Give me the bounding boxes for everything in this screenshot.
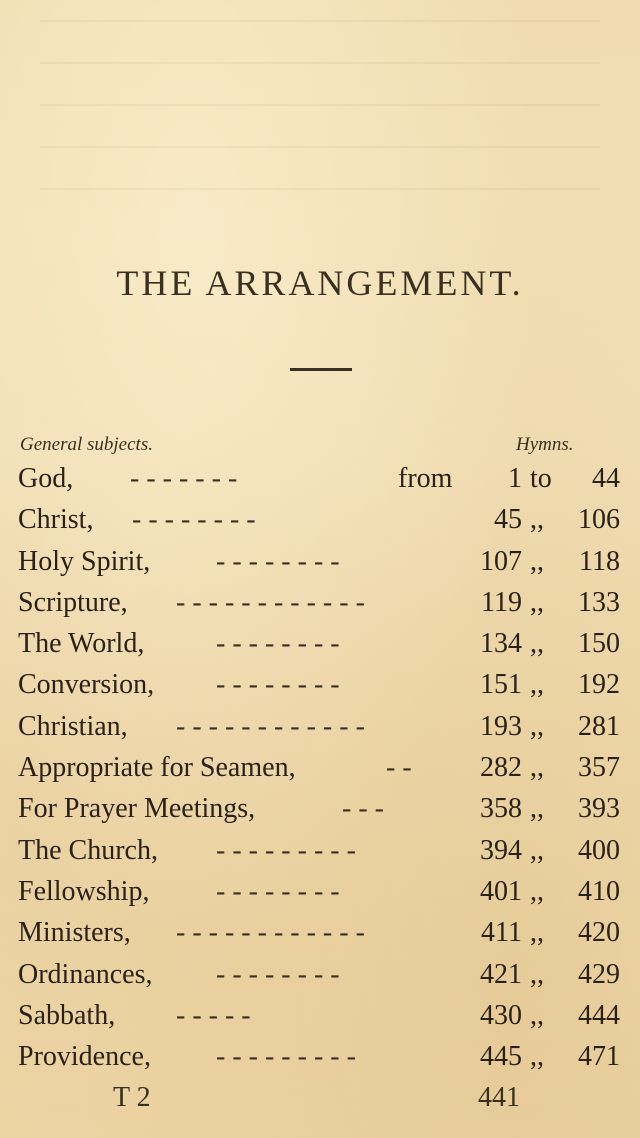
row-start-hymn: 107 — [480, 545, 522, 577]
arrangement-table — [0, 458, 640, 1077]
row-from-word: from — [398, 463, 453, 494]
page-number: 441 — [478, 1082, 520, 1113]
row-leader-dashes: - - - - - - - - — [216, 875, 340, 907]
row-subject-label: Christ, — [18, 504, 94, 536]
row-start-hymn: 45 — [494, 504, 522, 536]
row-leader-dashes: - - - - - - - - — [216, 545, 340, 577]
signature-mark: T 2 — [113, 1082, 151, 1113]
table-row — [0, 954, 640, 995]
row-end-hymn: 444 — [578, 999, 620, 1031]
row-leader-dashes: - - - - - - - - - — [216, 834, 356, 866]
title-rule — [290, 368, 352, 371]
row-start-hymn: 411 — [481, 917, 522, 949]
row-subject-label: For Prayer Meetings, — [18, 793, 256, 825]
table-row — [0, 788, 640, 829]
row-end-hymn: 281 — [578, 710, 620, 742]
row-range-separator: ,, — [530, 793, 544, 825]
row-end-hymn: 429 — [578, 958, 620, 990]
table-row — [0, 747, 640, 788]
row-leader-dashes: - - — [386, 752, 412, 784]
row-subject-label: Ministers, — [18, 917, 131, 949]
table-row — [0, 1036, 640, 1077]
row-range-separator: ,, — [530, 999, 544, 1031]
row-leader-dashes: - - - — [342, 793, 384, 825]
table-row — [0, 582, 640, 623]
row-subject-label: God, — [18, 463, 74, 494]
row-start-hymn: 430 — [480, 999, 522, 1031]
table-row — [0, 499, 640, 540]
table-row — [0, 830, 640, 871]
row-range-separator: ,, — [530, 917, 544, 949]
row-range-separator: ,, — [530, 710, 544, 742]
row-subject-label: Appropriate for Seamen, — [18, 752, 296, 784]
row-end-hymn: 400 — [578, 834, 620, 866]
row-start-hymn: 193 — [480, 710, 522, 742]
table-row — [0, 664, 640, 705]
row-range-separator: ,, — [530, 669, 544, 701]
row-start-hymn: 445 — [480, 1041, 522, 1073]
row-end-hymn: 44 — [592, 463, 620, 494]
row-leader-dashes: - - - - - - - — [130, 463, 238, 494]
table-row — [0, 912, 640, 953]
row-start-hymn: 394 — [480, 834, 522, 866]
row-leader-dashes: - - - - - - - - — [216, 628, 340, 660]
row-leader-dashes: - - - - - - - - — [132, 504, 256, 536]
row-leader-dashes: - - - - - - - - — [216, 958, 340, 990]
row-start-hymn: 401 — [480, 875, 522, 907]
row-subject-label: The Church, — [18, 834, 158, 866]
row-start-hymn: 119 — [481, 586, 522, 618]
row-subject-label: Scripture, — [18, 586, 128, 618]
row-start-hymn: 421 — [480, 958, 522, 990]
row-subject-label: Sabbath, — [18, 999, 116, 1031]
row-range-separator: ,, — [530, 1041, 544, 1073]
row-end-hymn: 357 — [578, 752, 620, 784]
row-end-hymn: 133 — [578, 586, 620, 618]
row-range-separator: ,, — [530, 545, 544, 577]
row-start-hymn: 282 — [480, 752, 522, 784]
row-end-hymn: 106 — [578, 504, 620, 536]
row-range-separator: to — [530, 463, 552, 494]
table-row — [0, 706, 640, 747]
row-range-separator: ,, — [530, 586, 544, 618]
row-range-separator: ,, — [530, 752, 544, 784]
row-end-hymn: 471 — [578, 1041, 620, 1073]
row-start-hymn: 1 — [508, 463, 522, 494]
row-end-hymn: 150 — [578, 628, 620, 660]
row-subject-label: Fellowship, — [18, 875, 150, 907]
row-leader-dashes: - - - - - - - - - - - - — [176, 710, 365, 742]
table-row — [0, 458, 640, 499]
table-row — [0, 871, 640, 912]
row-subject-label: Conversion, — [18, 669, 155, 701]
row-end-hymn: 192 — [578, 669, 620, 701]
column-header-hymns: Hymns. — [516, 434, 574, 455]
row-subject-label: The World, — [18, 628, 145, 660]
row-leader-dashes: - - - - - — [176, 999, 251, 1031]
row-start-hymn: 134 — [480, 628, 522, 660]
row-range-separator: ,, — [530, 504, 544, 536]
row-end-hymn: 410 — [578, 875, 620, 907]
row-leader-dashes: - - - - - - - - - — [216, 1041, 356, 1073]
row-range-separator: ,, — [530, 834, 544, 866]
row-range-separator: ,, — [530, 875, 544, 907]
table-row — [0, 995, 640, 1036]
row-subject-label: Providence, — [18, 1041, 151, 1073]
row-end-hymn: 420 — [578, 917, 620, 949]
row-range-separator: ,, — [530, 958, 544, 990]
table-row — [0, 541, 640, 582]
row-end-hymn: 118 — [579, 545, 620, 577]
row-subject-label: Ordinances, — [18, 958, 153, 990]
row-start-hymn: 358 — [480, 793, 522, 825]
column-header-subjects: General subjects. — [20, 434, 153, 455]
row-start-hymn: 151 — [480, 669, 522, 701]
page-title: THE ARRANGEMENT. — [116, 263, 524, 303]
row-range-separator: ,, — [530, 628, 544, 660]
row-leader-dashes: - - - - - - - - - - - - — [176, 917, 365, 949]
row-leader-dashes: - - - - - - - - — [216, 669, 340, 701]
row-leader-dashes: - - - - - - - - - - - - — [176, 586, 365, 618]
table-row — [0, 623, 640, 664]
row-end-hymn: 393 — [578, 793, 620, 825]
row-subject-label: Holy Spirit, — [18, 545, 151, 577]
row-subject-label: Christian, — [18, 710, 128, 742]
show-through-text — [40, 20, 600, 220]
